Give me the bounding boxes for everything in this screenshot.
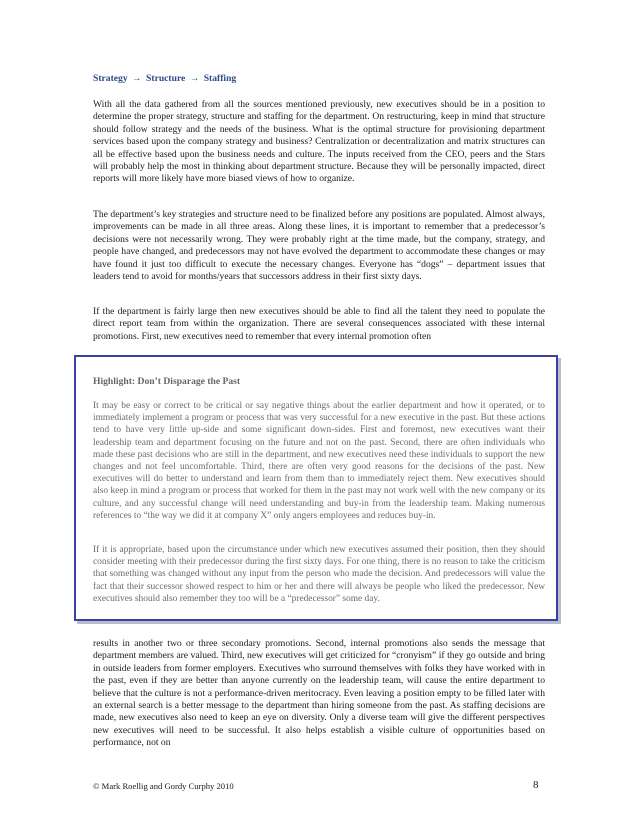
body-paragraph-4: results in another two or three secondary promotions. Second, internal promotions also sends the message that department members are valued. Third, new executives will get criticized for “cronyism” if they go outside and bring in outside leaders from former employers. Executives who surround themselves with folks they have worked with in the past, even if they are better than anyone currently on the leadership team, will cause the entire department to believe that the culture is not a performance-driven meritocracy. Even leaving a position empty to be filled later with an external search is a better message to the department than hiring someone from the past. As staffing decisions are made, new executives also need to keep an eye on diversity. Only a diverse team will give the different perspectives new executives will need to be successful. It also helps establish a visible culture of opportunities based on performance, not on (93, 638, 545, 749)
section-heading (93, 73, 545, 84)
heading-staffing: Staffing (203, 73, 237, 84)
heading-structure: Structure (146, 73, 186, 84)
heading-arrow-2: → (189, 73, 200, 84)
page-number: 8 (533, 779, 539, 791)
highlight-title: Highlight: Don’t Disparage the Past (93, 376, 241, 387)
body-paragraph-2: The department’s key strategies and structure need to be finalized before any positions are populated. Almost always, improvements can be made in all three areas. Along these lines, it is important to remember that a predecessor’s decisions were not necessarily wrong. They were probably right at the time made, but the company, strategy, and people have changed, and predecessors may not have evolved the department to accommodate these changes or may have found it just too difficult to execute the necessary changes. Everyone has “dogs” – department issues that leaders tend to avoid for months/years that successors address in their first sixty days. (93, 209, 545, 283)
footer-copyright: © Mark Roellig and Gordy Curphy 2010 (93, 781, 234, 791)
highlight-paragraph-1: It may be easy or correct to be critical or say negative things about the earlier department and how it operated, or to immediately implement a program or process that was very successful for a new executive in the past. But these actions tend to have very little up-side and some significant down-sides. First and foremost, new executives want their leadership team and department focusing on the future and not on the past. Second, there are often individuals who made these past decisions who are still in the department, and new executives need these individuals to support the new changes and not feel uncomfortable. Third, there are often very good reasons for the decisions of the past. New executives will do better to understand and learn from them than to immediately reject them. New executives should also keep in mind a program or process that worked for them in the past may not work well with the new company or its culture, and any successful change will need understanding and buy-in from the leadership team. Making numerous references to “the way we did it at company X” only angers employees and reduces buy-in. (93, 401, 545, 521)
body-paragraph-3: If the department is fairly large then new executives should be able to find all the talent they need to populate the direct report team from within the organization. There are several consequences associated with these internal promotions. First, new executives need to remember that every internal promotion often (93, 306, 545, 342)
heading-arrow-1: → (132, 73, 142, 84)
body-paragraph-1: With all the data gathered from all the sources mentioned previously, new executives should be in a position to determine the proper strategy, structure and staffing for the department. On restructuring, keep in mind that structure should follow strategy and the needs of the business. What is the optimal structure for provisioning department services based upon the company strategy and business? Centralization or decentralization and matrix structures can all be effective based upon the business needs and culture. The inputs received from the CEO, peers and the Stars will probably help the most in thinking about department structure. Because they will be personally impacted, direct reports will more likely have more biased views of how to organize. (93, 99, 545, 185)
highlight-paragraph-2: If it is appropriate, based upon the circumstance under which new executives assumed their position, then they should consider meeting with their predecessor during the first sixty days. For one thing, there is no reason to take the criticism that something was changed without any input from the person who made the decision. And predecessors will value the fact that their successor showed respect to him or her and there will always be people who liked the predecessor. New executives should also remember they too will be a “predecessor” some day. (93, 545, 545, 604)
heading-strategy: Strategy (93, 73, 128, 84)
